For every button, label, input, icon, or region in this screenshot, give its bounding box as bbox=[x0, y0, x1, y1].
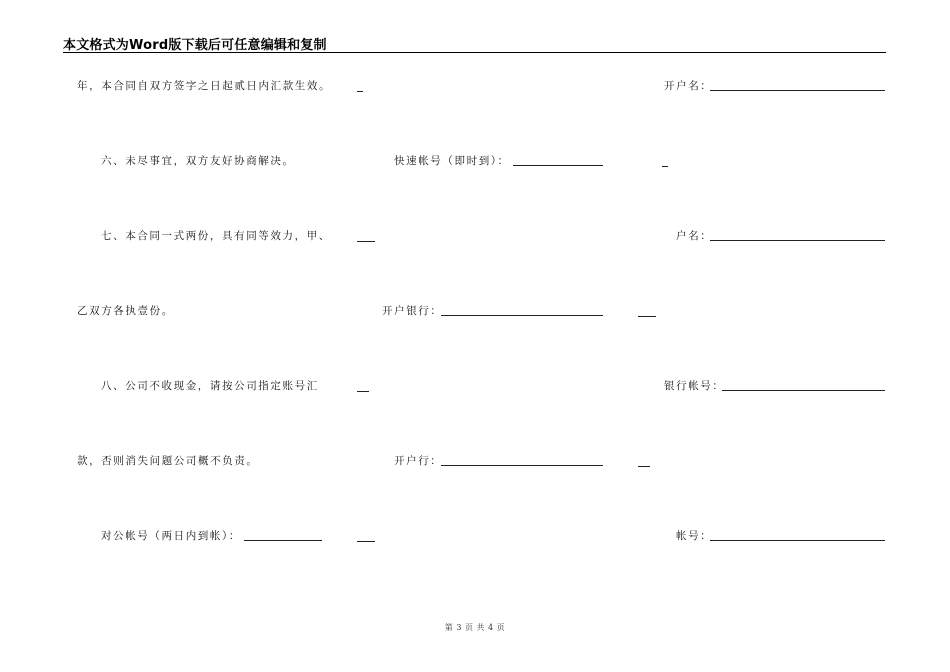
account-number-label: 帐号： bbox=[676, 530, 713, 542]
bank-account-label: 银行帐号： bbox=[664, 380, 725, 392]
blank-mark bbox=[357, 91, 363, 92]
holder-name-blank bbox=[710, 240, 885, 241]
account-name-blank bbox=[710, 90, 885, 91]
header-divider bbox=[63, 52, 886, 53]
contract-clause-seven-cont: 乙双方各执壹份。 bbox=[77, 305, 174, 317]
bank-name-label: 开户银行： bbox=[382, 305, 443, 317]
document-header-title: 本文格式为Word版下载后可任意编辑和复制 bbox=[63, 38, 327, 53]
holder-name-label: 户名： bbox=[676, 230, 713, 242]
page-indicator: 第 3 页 共 4 页 bbox=[444, 623, 506, 632]
blank-mark bbox=[357, 541, 375, 542]
express-account-label: 快速帐号（即时到）： bbox=[394, 155, 510, 167]
blank-mark bbox=[357, 391, 369, 392]
bank-name-blank bbox=[441, 315, 603, 316]
blank-mark bbox=[638, 316, 656, 317]
contract-clause-eight: 八、公司不收现金，请按公司指定账号汇 bbox=[101, 380, 319, 392]
corporate-account-label: 对公帐号（两日内到帐）： bbox=[101, 530, 241, 542]
blank-mark bbox=[357, 241, 375, 242]
account-name-label: 开户名： bbox=[664, 80, 713, 92]
branch-label: 开户行： bbox=[394, 455, 443, 467]
corporate-account-blank bbox=[244, 540, 322, 541]
blank-mark bbox=[662, 166, 668, 167]
contract-clause-seven: 七、本合同一式两份，具有同等效力，甲、 bbox=[101, 230, 331, 242]
branch-blank bbox=[441, 465, 603, 466]
express-account-blank bbox=[513, 165, 603, 166]
contract-clause-eight-cont: 款，否则消失问题公司概不负责。 bbox=[77, 455, 259, 467]
bank-account-blank bbox=[722, 390, 885, 391]
account-number-blank bbox=[710, 540, 885, 541]
blank-mark bbox=[638, 466, 650, 467]
contract-clause-six: 六、未尽事宜，双方友好协商解决。 bbox=[101, 155, 295, 167]
contract-clause-effective: 年，本合同自双方签字之日起贰日内汇款生效。 bbox=[77, 80, 332, 92]
